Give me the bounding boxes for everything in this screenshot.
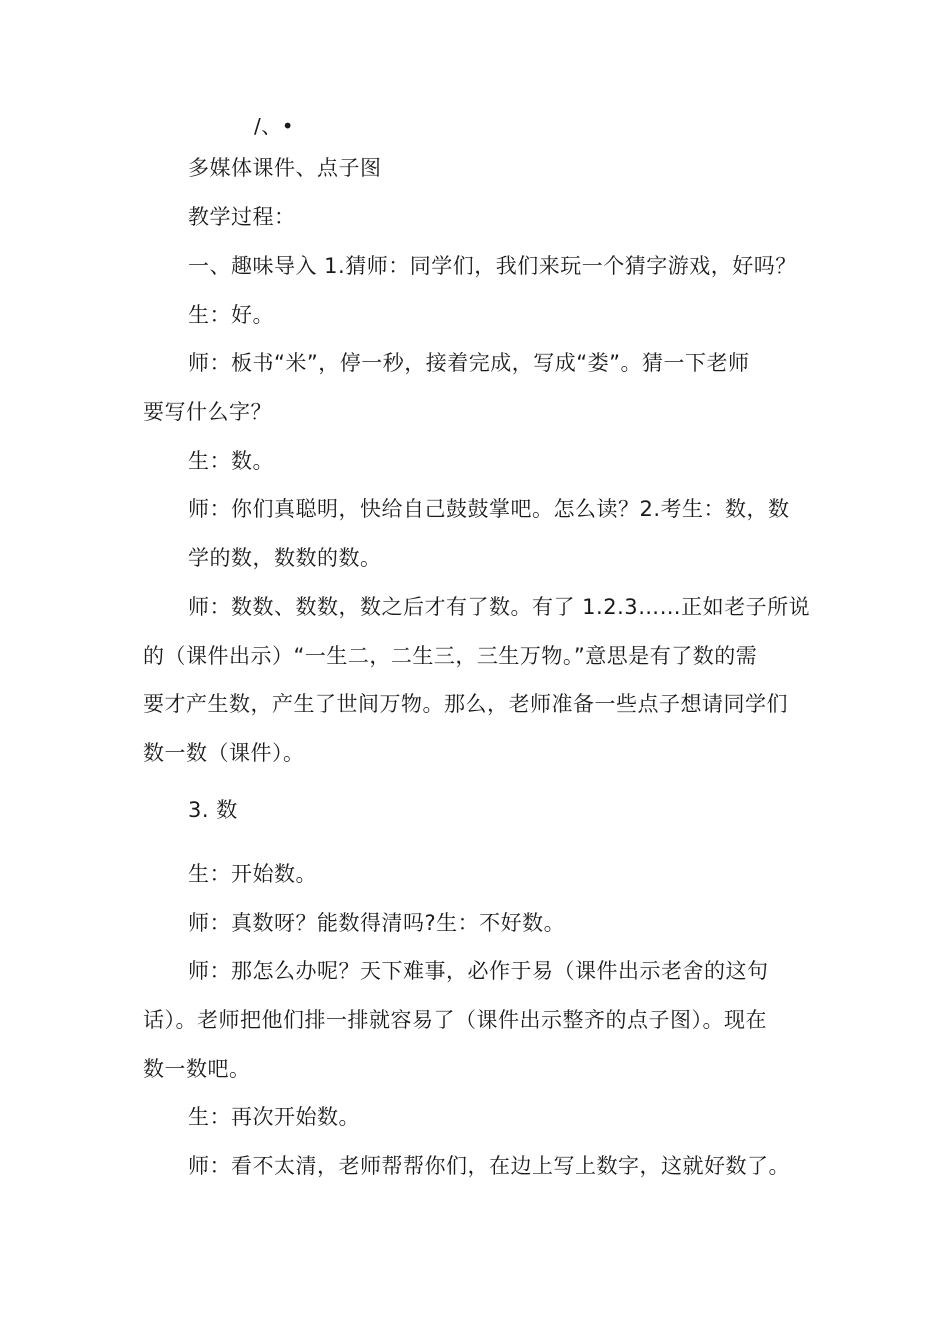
paragraph-line: 师：看不太清，老师帮帮你们，在边上写上数字，这就好数了。 bbox=[188, 1154, 790, 1178]
symbol-line: /、• bbox=[254, 114, 295, 138]
paragraph-line: 要才产生数，产生了世间万物。那么，老师准备一些点子想请同学们 bbox=[143, 692, 788, 716]
paragraph-line: 生：再次开始数。 bbox=[188, 1105, 360, 1129]
paragraph-line: 生：数。 bbox=[188, 449, 274, 473]
paragraph-line: 的（课件出示）“一生二，二生三，三生万物。”意思是有了数的需 bbox=[143, 644, 758, 668]
paragraph-line: 师：真数呀？能数得清吗?生：不好数。 bbox=[188, 911, 566, 935]
paragraph-line: 师：那怎么办呢？天下难事，必作于易（课件出示老舍的这句 bbox=[188, 959, 769, 983]
paragraph-line: 话）。老师把他们排一排就容易了（课件出示整齐的点子图）。现在 bbox=[143, 1008, 767, 1032]
paragraph-line: 一、趣味导入 1.猜师：同学们，我们来玩一个猜字游戏，好吗？ bbox=[188, 254, 797, 278]
section-heading: 教学过程： bbox=[188, 205, 296, 229]
paragraph-line: 数一数（课件）。 bbox=[143, 741, 305, 765]
numbered-item: 3. 数 bbox=[188, 798, 238, 822]
paragraph-line: 学的数，数数的数。 bbox=[188, 546, 382, 570]
materials-line: 多媒体课件、点子图 bbox=[188, 156, 382, 180]
paragraph-line: 生：开始数。 bbox=[188, 862, 317, 886]
paragraph-line: 师：你们真聪明，快给自己鼓鼓掌吧。怎么读？2.考生：数，数 bbox=[188, 497, 790, 521]
paragraph-line: 师：板书“米”，停一秒，接着完成，写成“娄”。猜一下老师 bbox=[188, 351, 750, 375]
paragraph-line: 生：好。 bbox=[188, 303, 274, 327]
paragraph-line: 师：数数、数数，数之后才有了数。有了 1.2.3……正如老子所说 bbox=[188, 595, 811, 619]
paragraph-line: 要写什么字？ bbox=[143, 400, 272, 424]
paragraph-line: 数一数吧。 bbox=[143, 1057, 251, 1081]
